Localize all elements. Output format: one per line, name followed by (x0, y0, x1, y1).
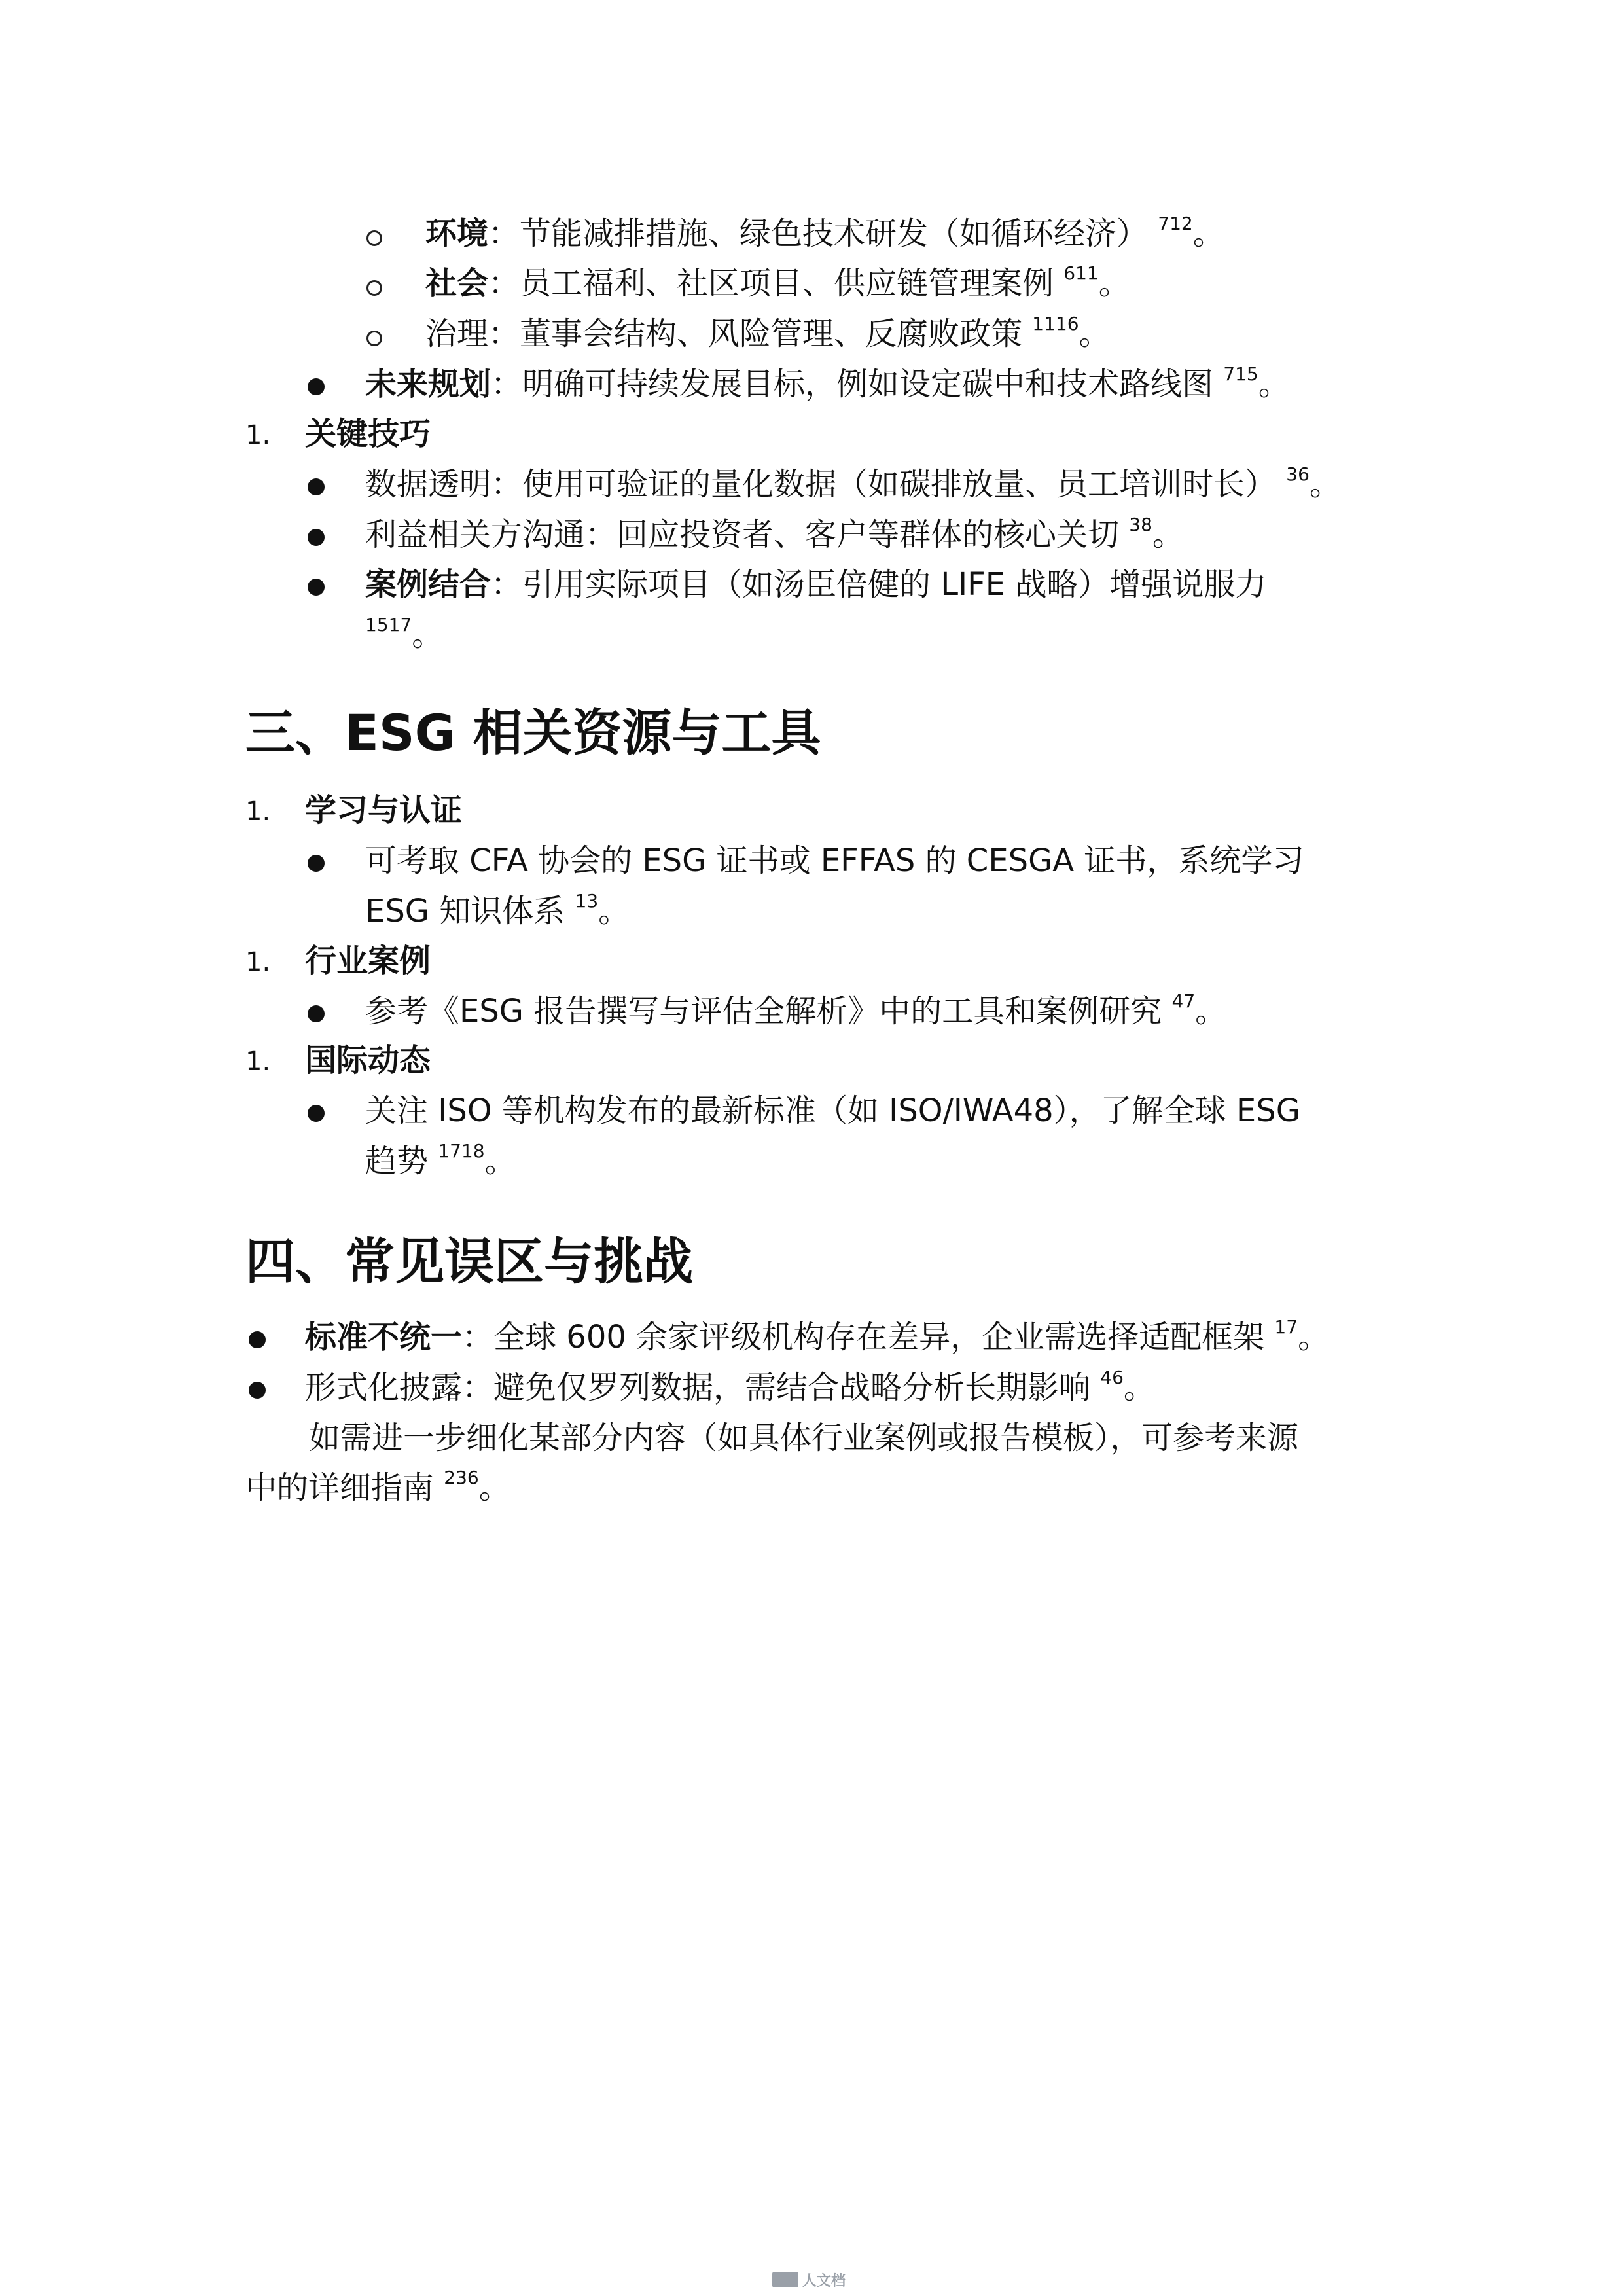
bullet-icon (308, 1005, 325, 1022)
footer-watermark (772, 2271, 857, 2288)
bullet-icon (249, 1331, 266, 1348)
soc-text: ：员工福利、社区项目、供应链管理案例 (488, 265, 1054, 302)
period: 。 (598, 893, 630, 929)
period: 。 (1298, 1319, 1330, 1355)
cases-title: 行业案例 (305, 942, 431, 979)
cases-text: 参考《ESG 报告撰写与评估全解析》中的工具和案例研究 (365, 993, 1162, 1030)
gov-line (425, 314, 1111, 353)
s4-item-1 (305, 1318, 1329, 1357)
period: 。 (478, 1469, 510, 1506)
bullet-icon (308, 579, 325, 596)
bullet-icon (308, 855, 325, 872)
list-number: 1. (245, 1047, 271, 1077)
env-line (425, 214, 1224, 253)
period: 。 (1258, 366, 1290, 403)
cases-line (365, 992, 1226, 1031)
bullet-icon (308, 378, 325, 395)
skills-item-3 (365, 565, 1266, 604)
s4-item-1-label: 标准不统一 (305, 1319, 463, 1355)
skills-item-3-cont (365, 615, 443, 655)
list-number: 1. (245, 947, 271, 977)
learning-line-1: 可考取 CFA 协会的 ESG 证书或 EFFAS 的 CESGA 证书，系统学习 (365, 842, 1304, 879)
s4-item-1-text: ：全球 600 余家评级机构存在差异，企业需选择适配框架 (462, 1319, 1265, 1355)
skills-item-1 (365, 465, 1341, 504)
intl-line-2 (365, 1141, 516, 1181)
s4-item-2-text: 形式化披露：避免仅罗列数据，需结合战略分析长期影响 (305, 1369, 1091, 1406)
future-label: 未来规划 (365, 366, 491, 403)
s4-item-2-ref: 46 (1100, 1367, 1124, 1388)
bullet-icon (249, 1382, 266, 1399)
cases-ref: 47 (1171, 990, 1196, 1012)
env-label: 环境 (425, 215, 489, 252)
skills-item-3-ref: 1517 (365, 614, 412, 636)
period: 。 (1309, 466, 1341, 503)
gov-ref: 1116 (1032, 313, 1079, 334)
intl-line-2-text: 趋势 (365, 1143, 429, 1179)
env-ref: 712 (1158, 213, 1193, 234)
skills-item-1-text: 数据透明：使用可验证的量化数据（如碳排放量、员工培训时长） (365, 466, 1277, 503)
period: 。 (1098, 265, 1130, 302)
soc-line (425, 264, 1130, 303)
skills-item-2 (365, 515, 1184, 554)
list-number: 1. (245, 797, 271, 827)
intl-ref: 1718 (438, 1140, 485, 1162)
section-4-heading: 四、常见误区与挑战 (245, 1232, 693, 1291)
skills-title: 关键技巧 (305, 416, 431, 452)
bullet-icon (308, 478, 325, 495)
soc-label: 社会 (425, 265, 489, 302)
learning-title: 学习与认证 (305, 792, 463, 829)
gov-text: 治理：董事会结构、风险管理、反腐败政策 (425, 315, 1023, 352)
future-text: ：明确可持续发展目标，例如设定碳中和技术路线图 (491, 366, 1214, 403)
closing-line-2-text: 中的详细指南 (245, 1469, 435, 1506)
period: 。 (1152, 516, 1184, 553)
period: 。 (1192, 215, 1224, 252)
closing-line-1: 如需进一步细化某部分内容（如具体行业案例或报告模板），可参考来源 (309, 1420, 1299, 1456)
bullet-icon (308, 1105, 325, 1122)
s4-item-2 (305, 1368, 1155, 1407)
skills-item-2-text: 利益相关方沟通：回应投资者、客户等群体的核心关切 (365, 516, 1120, 553)
s4-item-1-ref: 17 (1274, 1316, 1298, 1338)
skills-item-1-ref: 36 (1286, 463, 1310, 485)
env-text: ：节能减排措施、绿色技术研发（如循环经济） (488, 215, 1149, 252)
list-number: 1. (245, 420, 271, 450)
period: 。 (1079, 315, 1111, 352)
soc-ref: 611 (1063, 262, 1099, 284)
hollow-bullet-icon (366, 280, 382, 296)
closing-ref: 236 (444, 1467, 479, 1488)
learning-line-2-text: ESG 知识体系 (365, 893, 565, 929)
learning-ref: 13 (575, 890, 599, 912)
period: 。 (1123, 1369, 1155, 1406)
footer-logo-icon (772, 2272, 798, 2287)
section-3-heading: 三、ESG 相关资源与工具 (245, 704, 821, 762)
hollow-bullet-icon (366, 230, 382, 246)
skills-item-3-label: 案例结合 (365, 566, 491, 603)
period: 。 (412, 617, 444, 653)
bullet-icon (308, 529, 325, 546)
intl-line-1: 关注 ISO 等机构发布的最新标准（如 ISO/IWA48），了解全球 ESG (365, 1092, 1300, 1129)
future-ref: 715 (1223, 363, 1258, 385)
future-line (365, 365, 1290, 404)
footer-brand: 人文档 (802, 2272, 846, 2289)
period: 。 (1195, 993, 1227, 1030)
hollow-bullet-icon (366, 331, 382, 346)
skills-item-2-ref: 38 (1129, 514, 1152, 535)
intl-title: 国际动态 (305, 1042, 431, 1079)
skills-item-3-text: ：引用实际项目（如汤臣倍健的 LIFE 战略）增强说服力 (491, 566, 1267, 603)
closing-line-2 (245, 1468, 510, 1507)
period: 。 (484, 1143, 516, 1179)
learning-line-2 (365, 891, 630, 931)
